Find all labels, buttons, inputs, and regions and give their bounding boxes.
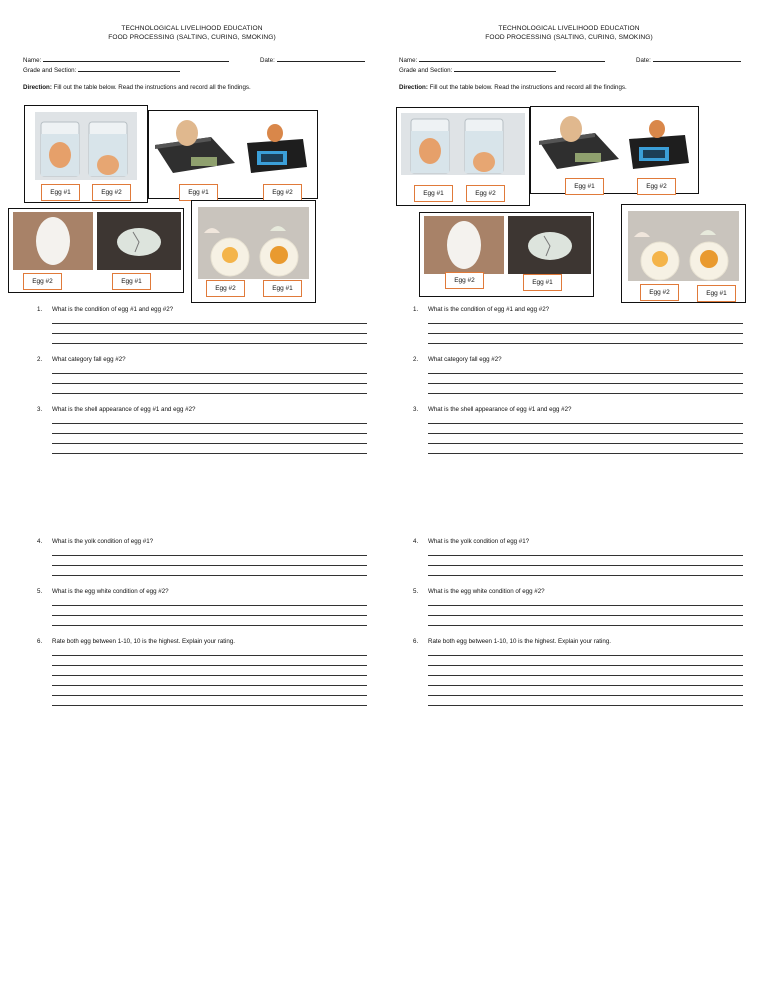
direction-label: Direction: — [23, 84, 52, 91]
answer-line[interactable] — [428, 423, 743, 424]
answer-line[interactable] — [428, 615, 743, 616]
grade-row — [23, 65, 180, 74]
answer-line[interactable] — [428, 443, 743, 444]
answer-line[interactable] — [52, 555, 367, 556]
egg2-label: Egg #2 — [206, 280, 245, 297]
subject-title: TECHNOLOGICAL LIVELIHOOD EDUCATION — [498, 25, 640, 32]
worksheet-header — [377, 24, 761, 42]
egg2-label: Egg #2 — [637, 178, 676, 195]
egg2-label: Egg #2 — [445, 272, 484, 289]
name-row — [399, 55, 605, 64]
answer-line[interactable] — [52, 625, 367, 626]
answer-line[interactable] — [52, 433, 367, 434]
answer-line[interactable] — [52, 675, 367, 676]
scale-image-frame — [530, 106, 699, 194]
answer-line[interactable] — [52, 343, 367, 344]
answer-line[interactable] — [428, 383, 743, 384]
answer-line[interactable] — [428, 575, 743, 576]
answer-line[interactable] — [428, 343, 743, 344]
answer-line[interactable] — [52, 695, 367, 696]
topic-title: FOOD PROCESSING (SALTING, CURING, SMOKING) — [485, 34, 653, 41]
glass-water-photo — [35, 112, 137, 180]
grade-row — [399, 65, 556, 74]
topic-title: FOOD PROCESSING (SALTING, CURING, SMOKING) — [108, 34, 276, 41]
worksheet-right: TECHNOLOGICAL LIVELIHOOD EDUCATION FOOD PROCESSING (SALTING, CURING, SMOKING) Name: Date: Grade and Section: Direction: Fill out the table below. Read the instructions and record all the findings. Egg #1 Egg #2 Egg #1 Egg #2 Egg #2 Egg #1 Egg #2 Egg #1 1. What is the condition of egg #1 and egg #2? 2. What category fall egg #2? 3. What is the shell appearance of egg #1 and egg #2? 4. What is the yolk condition of egg #1? 5. What is the egg white condition of egg #2? 6. Rate both egg between 1-10, 10 is the highest. Explain your rating. — [377, 0, 761, 1006]
answer-line[interactable] — [52, 333, 367, 334]
egg1-label: Egg #1 — [565, 178, 604, 195]
worksheet-header — [0, 24, 384, 42]
grade-label: Grade and Section: — [23, 67, 77, 74]
answer-line[interactable] — [428, 433, 743, 434]
name-field[interactable] — [43, 55, 229, 62]
answer-line[interactable] — [52, 443, 367, 444]
answer-line[interactable] — [52, 453, 367, 454]
subject-title: TECHNOLOGICAL LIVELIHOOD EDUCATION — [121, 25, 263, 32]
egg1-label: Egg #1 — [112, 273, 151, 290]
scale-photo — [533, 111, 696, 175]
direction-text: Fill out the table below. Read the instructions and record all the findings. — [429, 84, 627, 91]
worksheet-left: TECHNOLOGICAL LIVELIHOOD EDUCATION FOOD PROCESSING (SALTING, CURING, SMOKING) Name: Date: Grade and Section: Direction: Fill out the table below. Read the instructions and record all the findings. Egg #1 Egg #2 Egg #1 Egg #2 Egg #2 Egg #1 Egg #2 Egg #1 1. What is the condition of egg #1 and egg #2? 2. What category fall egg #2? 3. What is the shell appearance of egg #1 and egg #2? 4. What is the yolk condition of egg #1? 5. What is the egg white condition of egg #2? 6. Rate both egg between 1-10, 10 is the highest. Explain your rating. — [0, 0, 384, 1006]
egg1-label: Egg #1 — [263, 280, 302, 297]
bowl-image-frame — [621, 204, 746, 303]
date-field[interactable] — [653, 55, 741, 62]
direction-text: Fill out the table below. Read the instructions and record all the findings. — [53, 84, 251, 91]
answer-line[interactable] — [428, 655, 743, 656]
bowl-image-frame — [191, 200, 316, 303]
answer-line[interactable] — [52, 705, 367, 706]
direction-row — [399, 84, 627, 91]
answer-line[interactable] — [428, 695, 743, 696]
answer-line[interactable] — [428, 393, 743, 394]
date-label: Date: — [260, 57, 275, 64]
bowl-photo — [628, 211, 739, 281]
answer-line[interactable] — [428, 665, 743, 666]
glass-water-photo — [401, 113, 525, 175]
egg1-label: Egg #1 — [414, 185, 453, 202]
answer-line[interactable] — [52, 323, 367, 324]
answer-line[interactable] — [52, 685, 367, 686]
egg1-label: Egg #1 — [697, 285, 736, 302]
glass-image-frame — [396, 107, 530, 206]
answer-line[interactable] — [428, 555, 743, 556]
answer-line[interactable] — [52, 565, 367, 566]
glass-image-frame — [24, 105, 148, 203]
answer-line[interactable] — [52, 423, 367, 424]
answer-line[interactable] — [52, 665, 367, 666]
egg1-label: Egg #1 — [179, 184, 218, 201]
date-label: Date: — [636, 57, 651, 64]
egg2-label: Egg #2 — [640, 284, 679, 301]
answer-line[interactable] — [428, 685, 743, 686]
answer-line[interactable] — [52, 615, 367, 616]
answer-line[interactable] — [52, 655, 367, 656]
answer-line[interactable] — [52, 373, 367, 374]
name-field[interactable] — [419, 55, 605, 62]
answer-line[interactable] — [428, 453, 743, 454]
egg1-label: Egg #1 — [41, 184, 80, 201]
bowl-photo — [198, 207, 309, 279]
direction-label: Direction: — [399, 84, 428, 91]
answer-line[interactable] — [52, 605, 367, 606]
egg1-label: Egg #1 — [523, 274, 562, 291]
shell-photo — [13, 212, 181, 270]
shell-photo — [424, 216, 591, 274]
date-field[interactable] — [277, 55, 365, 62]
date-row — [636, 55, 741, 64]
answer-line[interactable] — [428, 333, 743, 334]
answer-line[interactable] — [428, 323, 743, 324]
egg2-label: Egg #2 — [263, 184, 302, 201]
scale-photo — [151, 115, 315, 179]
egg2-label: Egg #2 — [23, 273, 62, 290]
answer-line[interactable] — [428, 625, 743, 626]
answer-line[interactable] — [52, 575, 367, 576]
answer-line[interactable] — [428, 565, 743, 566]
direction-row — [23, 84, 251, 91]
scale-image-frame — [148, 110, 318, 199]
answer-line[interactable] — [52, 393, 367, 394]
egg2-label: Egg #2 — [92, 184, 131, 201]
grade-field[interactable] — [454, 65, 556, 72]
egg2-label: Egg #2 — [466, 185, 505, 202]
answer-line[interactable] — [428, 605, 743, 606]
name-label: Name: — [23, 57, 42, 64]
name-label: Name: — [399, 57, 418, 64]
grade-field[interactable] — [78, 65, 180, 72]
shell-image-frame — [8, 208, 184, 293]
grade-label: Grade and Section: — [399, 67, 453, 74]
answer-line[interactable] — [52, 383, 367, 384]
answer-line[interactable] — [428, 373, 743, 374]
name-row — [23, 55, 229, 64]
answer-line[interactable] — [428, 705, 743, 706]
answer-line[interactable] — [428, 675, 743, 676]
date-row — [260, 55, 365, 64]
shell-image-frame — [419, 212, 594, 297]
